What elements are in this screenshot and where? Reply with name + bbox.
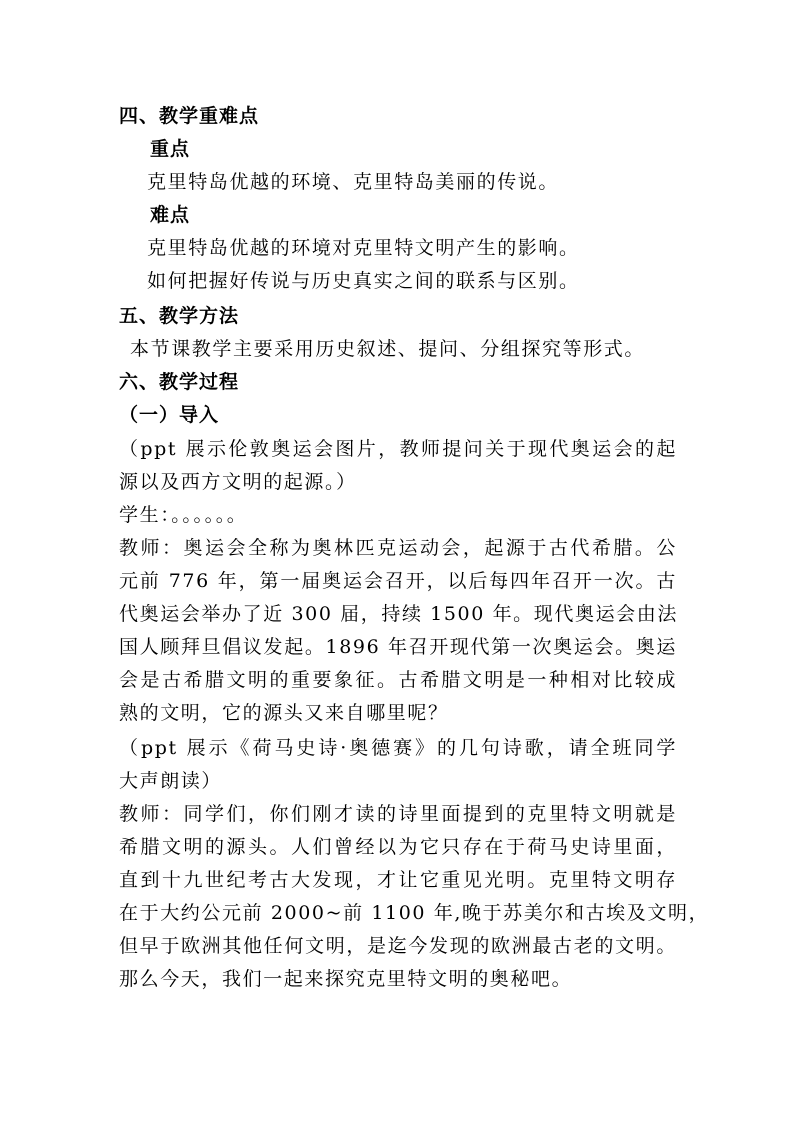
- paragraph-line: （ppt 展示《荷马史诗·奥德赛》的几句诗歌，请全班同学: [119, 737, 677, 759]
- paragraph-line: 元前 776 年，第一届奥运会召开，以后每四年召开一次。古: [119, 570, 677, 592]
- difficult-point-text-1: 克里特岛优越的环境对克里特文明产生的影响。: [147, 237, 580, 259]
- paragraph-line: 国人顾拜旦倡议发起。1896 年召开现代第一次奥运会。奥运: [119, 636, 677, 658]
- key-point-text: 克里特岛优越的环境、克里特岛美丽的传说。: [147, 171, 560, 193]
- paragraph-line: 教师：同学们，你们刚才读的诗里面提到的克里特文明就是: [119, 803, 677, 825]
- paragraph-line: 会是古希腊文明的重要象征。古希腊文明是一种相对比较成: [119, 669, 677, 691]
- section5-title: 五、教学方法: [119, 305, 240, 327]
- paragraph-line: 那么今天，我们一起来探究克里特文明的奥秘吧。: [119, 968, 573, 990]
- section6-title: 六、教学过程: [119, 371, 240, 393]
- difficult-point-label: 难点: [150, 204, 191, 226]
- difficult-point-text-2: 如何把握好传说与历史真实之间的联系与区别。: [147, 270, 580, 292]
- paragraph-line: 在于大约公元前 2000~前 1100 年,晚于苏美尔和古埃及文明，: [119, 902, 710, 924]
- paragraph-line: 直到十九世纪考古大发现，才让它重见光明。克里特文明存: [119, 869, 677, 891]
- paragraph-line: 学生：。。。。。。: [119, 504, 248, 526]
- paragraph-line: 但早于欧洲其他任何文明，是迄今发现的欧洲最古老的文明。: [119, 935, 677, 957]
- paragraph-line: （ppt 展示伦敦奥运会图片，教师提问关于现代奥运会的起: [119, 438, 677, 460]
- paragraph-line: 熟的文明，它的源头又来自哪里呢？: [119, 702, 449, 724]
- subsection-intro-title: （一）导入: [119, 404, 220, 426]
- paragraph-line: 希腊文明的源头。人们曾经以为它只存在于荷马史诗里面，: [119, 836, 677, 858]
- key-point-label: 重点: [150, 138, 191, 160]
- section5-text: 本节课教学主要采用历史叙述、提问、分组探究等形式。: [130, 338, 646, 360]
- paragraph-line: 代奥运会举办了近 300 届，持续 1500 年。现代奥运会由法: [119, 603, 678, 625]
- paragraph-line: 大声朗读）: [119, 770, 223, 792]
- section4-title: 四、教学重难点: [119, 105, 260, 127]
- paragraph-line: 教师：奥运会全称为奥林匹克运动会，起源于古代希腊。公: [119, 537, 677, 559]
- paragraph-line: 源以及西方文明的起源。）: [119, 471, 357, 493]
